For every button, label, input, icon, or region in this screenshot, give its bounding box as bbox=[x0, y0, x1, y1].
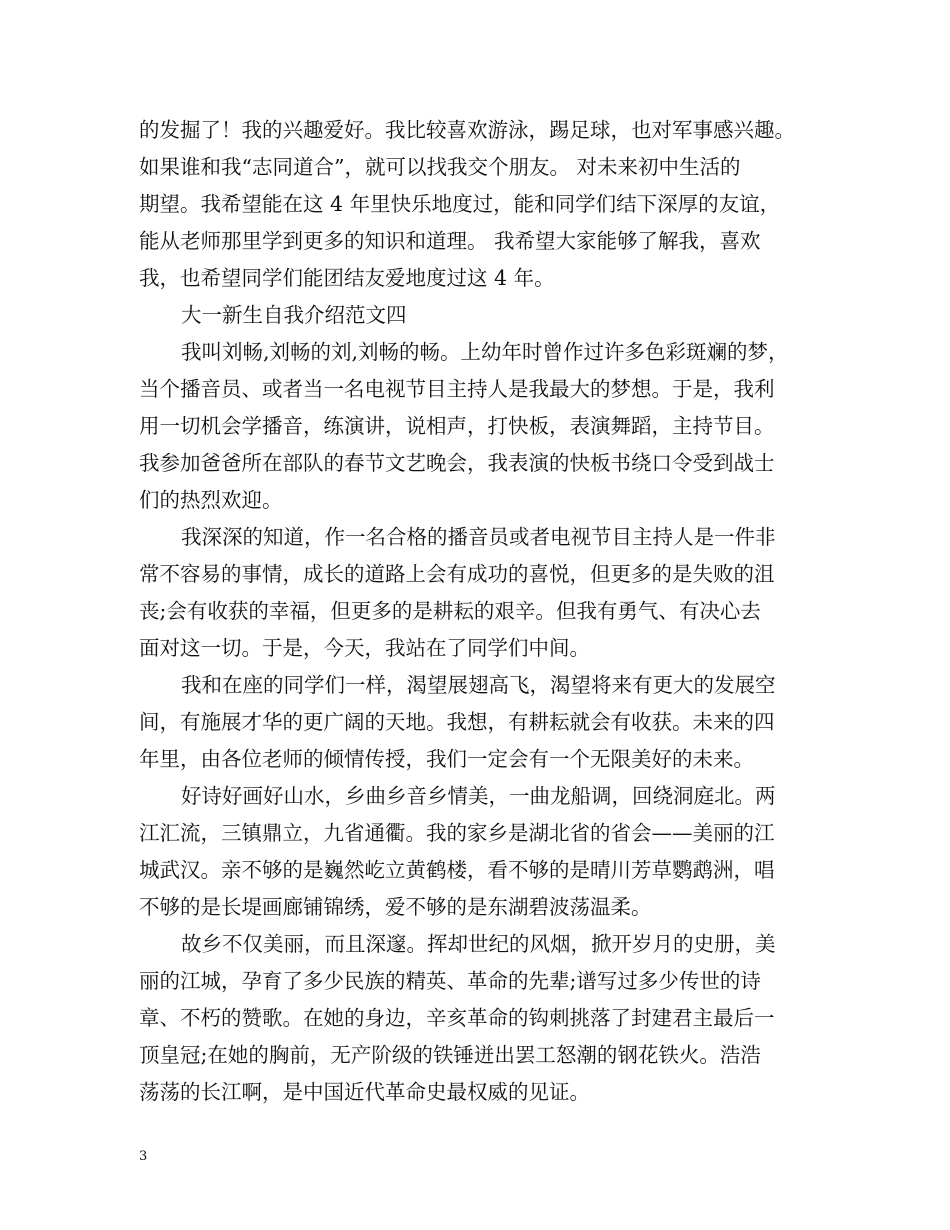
text-line: 当个播音员、或者当一名电视节目主持人是我最大的梦想。于是，我利 bbox=[139, 377, 775, 401]
text-line: 能从老师那里学到更多的知识和道理。 我希望大家能够了解我，喜欢 bbox=[139, 229, 761, 253]
paragraph-first-line: 我和在座的同学们一样，渴望展翅高飞，渴望将来有更大的发展空 bbox=[181, 673, 776, 697]
text-line: 荡荡的长江啊，是中国近代革命史最权威的见证。 bbox=[139, 1080, 590, 1104]
text-line: 的发掘了！我的兴趣爱好。我比较喜欢游泳，踢足球，也对军事感兴趣。 bbox=[139, 118, 795, 142]
text-line: 间，有施展才华的更广阔的天地。我想，有耕耘就会有收获。未来的四 bbox=[139, 710, 775, 734]
document-body bbox=[139, 112, 829, 1111]
text-line: 常不容易的事情，成长的道路上会有成功的喜悦，但更多的是失败的沮 bbox=[139, 562, 775, 586]
text-line: 城武汉。亲不够的是巍然屹立黄鹤楼，看不够的是晴川芳草鹦鹉洲，唱 bbox=[139, 858, 775, 882]
text-line: 不够的是长堤画廊铺锦绣，爱不够的是东湖碧波荡温柔。 bbox=[139, 895, 652, 919]
text-line: 顶皇冠;在她的胸前，无产阶级的铁锤迸出罢工怒潮的钢花铁火。浩浩 bbox=[139, 1043, 761, 1067]
text-line: 我，也希望同学们能团结友爱地度过这 4 年。 bbox=[139, 266, 555, 290]
text-line: 们的热烈欢迎。 bbox=[139, 488, 283, 512]
text-line: 章、不朽的赞歌。在她的身边，辛亥革命的钩刺挑落了封建君主最后一 bbox=[139, 1006, 775, 1030]
paragraph-first-line: 我深深的知道，作一名合格的播音员或者电视节目主持人是一件非 bbox=[181, 525, 776, 549]
section-heading: 大一新生自我介绍范文四 bbox=[181, 303, 407, 327]
text-line: 丧;会有收获的幸福，但更多的是耕耘的艰辛。但我有勇气、有决心去 bbox=[139, 599, 761, 623]
text-line: 江汇流，三镇鼎立，九省通衢。我的家乡是湖北省的省会——美丽的江 bbox=[139, 821, 775, 845]
page-number: 3 bbox=[139, 1149, 148, 1164]
text-line: 年里，由各位老师的倾情传授，我们一定会有一个无限美好的未来。 bbox=[139, 747, 754, 771]
paragraph-first-line: 我叫刘畅,刘畅的刘,刘畅的畅。上幼年时曾作过许多色彩斑斓的梦， bbox=[181, 340, 789, 364]
text-line: 我参加爸爸所在部队的春节文艺晚会，我表演的快板书绕口令受到战士 bbox=[139, 451, 775, 475]
text-line: 如果谁和我“志同道合”，就可以找我交个朋友。 对未来初中生活的 bbox=[139, 155, 741, 179]
text-line: 期望。我希望能在这 4 年里快乐地度过，能和同学们结下深厚的友谊， bbox=[139, 192, 781, 216]
text-line: 面对这一切。于是，今天，我站在了同学们中间。 bbox=[139, 636, 590, 660]
paragraph-first-line: 好诗好画好山水，乡曲乡音乡情美，一曲龙船调，回绕洞庭北。两 bbox=[181, 784, 776, 808]
text-line: 用一切机会学播音，练演讲，说相声，打快板，表演舞蹈，主持节目。 bbox=[139, 414, 775, 438]
paragraph-first-line: 故乡不仅美丽，而且深邃。挥却世纪的风烟，掀开岁月的史册，美 bbox=[181, 932, 776, 956]
text-line: 丽的江城，孕育了多少民族的精英、革命的先辈;谱写过多少传世的诗 bbox=[139, 969, 761, 993]
